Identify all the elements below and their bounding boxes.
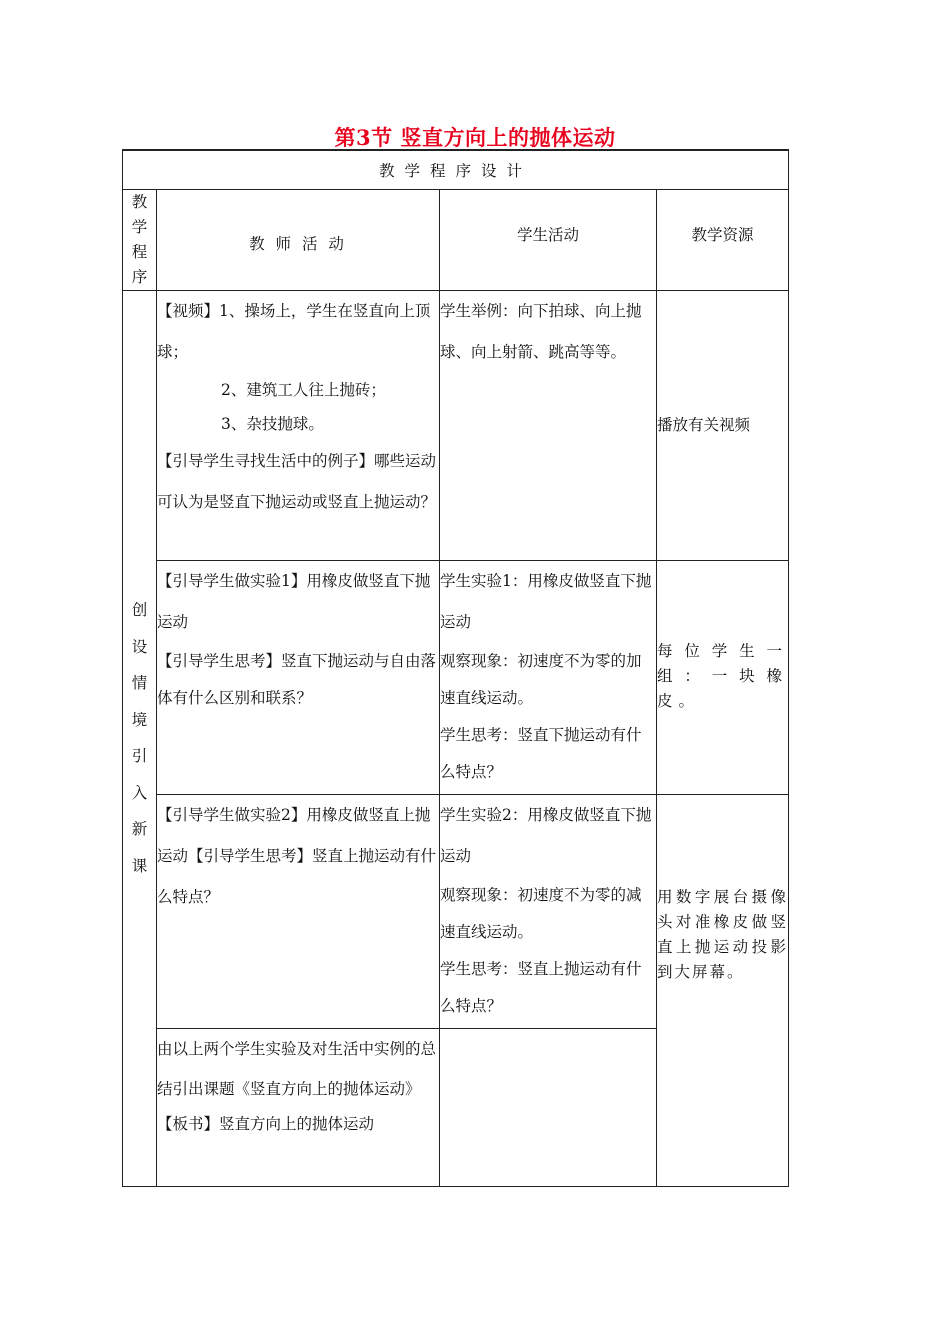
student-activity-cell <box>440 1028 657 1186</box>
table-header: 教学程序设计 <box>123 150 789 189</box>
phase-cell: 创设情境引入新课 <box>123 290 157 1186</box>
student-activity-cell: 学生举例：向下拍球、向上抛球、向上射箭、跳高等等。 <box>440 290 657 560</box>
student-activity-cell: 学生实验2：用橡皮做竖直下抛运动 观察现象：初速度不为零的减速直线运动。 学生思考：竖直上抛运动有什么特点？ <box>440 794 657 1028</box>
column-header-student: 学生活动 <box>440 189 657 290</box>
teacher-activity-cell: 【引导学生做实验2】用橡皮做竖直上抛运动【引导学生思考】竖直上抛运动有什么特点？ <box>157 794 440 1028</box>
column-header-resource: 教学资源 <box>657 189 789 290</box>
page-title: 第3节 竖直方向上的抛体运动 <box>334 125 616 150</box>
resource-cell: 播放有关视频 <box>657 290 789 560</box>
column-header-program: 教学程序 <box>123 189 157 290</box>
column-header-teacher: 教 师 活 动 <box>157 189 440 290</box>
teacher-activity-cell: 由以上两个学生实验及对生活中实例的总结引出课题《竖直方向上的抛体运动》 【板书】竖直方向上的抛体运动 <box>157 1028 440 1186</box>
resource-cell: 每位学生一组：一块橡皮。 <box>657 560 789 794</box>
resource-cell: 用数字展台摄像头对准橡皮做竖直上抛运动投影到大屏幕。 <box>657 794 789 1186</box>
student-activity-cell: 学生实验1：用橡皮做竖直下抛运动 观察现象：初速度不为零的加速直线运动。 学生思考：竖直下抛运动有什么特点？ <box>440 560 657 794</box>
lesson-plan-table <box>122 149 789 1187</box>
teacher-activity-cell: 【引导学生做实验1】用橡皮做竖直下抛运动 【引导学生思考】竖直下抛运动与自由落体有什么区别和联系？ <box>157 560 440 794</box>
teacher-activity-cell: 【视频】1、操场上，学生在竖直向上顶球； 2、建筑工人往上抛砖； 3、杂技抛球。 【引导学生寻找生活中的例子】哪些运动可认为是竖直下抛运动或竖直上抛运动？ <box>157 290 440 560</box>
